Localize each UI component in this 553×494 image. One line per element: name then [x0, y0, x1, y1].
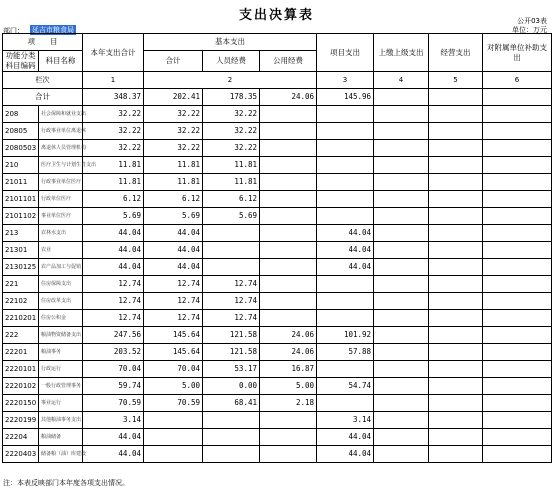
amount-public	[260, 191, 317, 208]
table-row	[3, 225, 552, 242]
header-basic-sum: 合计	[144, 51, 203, 72]
amount-subsidy	[483, 446, 552, 463]
table-row	[3, 174, 552, 191]
subject-code: 2210201	[3, 310, 39, 327]
header-project-expense: 项目支出	[317, 34, 374, 72]
header-project: 项 目	[3, 34, 83, 51]
amount-basic-sum	[144, 429, 203, 446]
col-number-4: 4	[374, 72, 429, 89]
amount-upper	[374, 361, 429, 378]
subject-code: 22201	[3, 344, 39, 361]
table-row	[3, 310, 552, 327]
table-row	[3, 344, 552, 361]
amount-total: 44.04	[83, 259, 144, 276]
subject-code: 222	[3, 327, 39, 344]
amount-public	[260, 157, 317, 174]
amount-upper	[374, 276, 429, 293]
amount-public: 2.18	[260, 395, 317, 412]
amount-total: 11.81	[83, 174, 144, 191]
amount-subsidy	[483, 378, 552, 395]
amount-total: 6.12	[83, 191, 144, 208]
amount-upper	[374, 446, 429, 463]
table-row	[3, 123, 552, 140]
subject-code: 2220403	[3, 446, 39, 463]
subject-name: 农业	[39, 242, 83, 259]
subject-name: 粮油物资储备支出	[39, 327, 83, 344]
amount-subsidy	[483, 174, 552, 191]
amount-business	[429, 395, 483, 412]
amount-upper	[374, 395, 429, 412]
total-personnel: 178.35	[203, 89, 260, 106]
subject-name: 粮油事务	[39, 344, 83, 361]
amount-subsidy	[483, 327, 552, 344]
amount-personnel: 53.17	[203, 361, 260, 378]
amount-business	[429, 140, 483, 157]
amount-project-expense	[317, 157, 374, 174]
amount-business	[429, 378, 483, 395]
amount-business	[429, 412, 483, 429]
table-row	[3, 361, 552, 378]
amount-basic-sum: 145.64	[144, 344, 203, 361]
amount-project-expense: 44.04	[317, 225, 374, 242]
subject-code: 2101101	[3, 191, 39, 208]
table-row	[3, 106, 552, 123]
col-number-5: 5	[429, 72, 483, 89]
department-name[interactable]: 延吉市粮食局	[32, 26, 74, 34]
subject-code: 22204	[3, 429, 39, 446]
subject-code: 22102	[3, 293, 39, 310]
subject-code: 21011	[3, 174, 39, 191]
subject-name: 农林水支出	[39, 225, 83, 242]
amount-total: 12.74	[83, 310, 144, 327]
amount-business	[429, 225, 483, 242]
amount-upper	[374, 225, 429, 242]
amount-basic-sum: 12.74	[144, 293, 203, 310]
amount-basic-sum: 32.22	[144, 140, 203, 157]
subject-code: 21301	[3, 242, 39, 259]
subject-code: 213	[3, 225, 39, 242]
amount-project-expense	[317, 123, 374, 140]
amount-business	[429, 310, 483, 327]
col-number-3: 3	[317, 72, 374, 89]
amount-project-expense	[317, 191, 374, 208]
amount-total: 32.22	[83, 123, 144, 140]
amount-basic-sum: 145.64	[144, 327, 203, 344]
amount-business	[429, 157, 483, 174]
subject-name: 医疗卫生与计划生育支出	[39, 157, 83, 174]
amount-public: 24.06	[260, 344, 317, 361]
amount-basic-sum: 70.59	[144, 395, 203, 412]
amount-upper	[374, 293, 429, 310]
subject-code: 2220150	[3, 395, 39, 412]
amount-public	[260, 429, 317, 446]
amount-basic-sum: 44.04	[144, 259, 203, 276]
table-row	[3, 327, 552, 344]
amount-total: 32.22	[83, 106, 144, 123]
amount-subsidy	[483, 208, 552, 225]
amount-project-expense: 44.04	[317, 446, 374, 463]
amount-subsidy	[483, 157, 552, 174]
amount-upper	[374, 429, 429, 446]
amount-project-expense: 3.14	[317, 412, 374, 429]
amount-basic-sum	[144, 446, 203, 463]
amount-basic-sum: 32.22	[144, 106, 203, 123]
amount-basic-sum: 70.04	[144, 361, 203, 378]
amount-personnel: 32.22	[203, 123, 260, 140]
table-row	[3, 293, 552, 310]
amount-business	[429, 242, 483, 259]
amount-project-expense: 54.74	[317, 378, 374, 395]
subject-code: 210	[3, 157, 39, 174]
table-row	[3, 259, 552, 276]
subject-name: 行政单位医疗	[39, 191, 83, 208]
subject-name: 行政事业单位离退休	[39, 123, 83, 140]
total-amount: 348.37	[83, 89, 144, 106]
amount-business	[429, 293, 483, 310]
amount-project-expense	[317, 310, 374, 327]
table-row	[3, 140, 552, 157]
subject-name: 事业单位医疗	[39, 208, 83, 225]
table-row	[3, 191, 552, 208]
amount-project-expense	[317, 395, 374, 412]
amount-public: 24.06	[260, 327, 317, 344]
amount-basic-sum: 5.00	[144, 378, 203, 395]
amount-basic-sum: 12.74	[144, 276, 203, 293]
table-row	[3, 157, 552, 174]
amount-project-expense: 44.04	[317, 259, 374, 276]
subject-name: 住房改革支出	[39, 293, 83, 310]
amount-total: 247.56	[83, 327, 144, 344]
table-row	[3, 378, 552, 395]
amount-upper	[374, 259, 429, 276]
amount-personnel: 121.58	[203, 327, 260, 344]
col-number-2: 2	[144, 72, 317, 89]
amount-public	[260, 293, 317, 310]
table-row	[3, 276, 552, 293]
total-subsidy	[483, 89, 552, 106]
table-row	[3, 395, 552, 412]
amount-project-expense	[317, 140, 374, 157]
col-number-6: 6	[483, 72, 552, 89]
unit-label: 单位：万元	[512, 26, 547, 34]
total-business	[429, 89, 483, 106]
amount-upper	[374, 378, 429, 395]
table-row	[3, 412, 552, 429]
table-title: 支出决算表	[238, 8, 314, 23]
amount-total: 5.69	[83, 208, 144, 225]
subject-name: 农产品加工与促销	[39, 259, 83, 276]
header-business: 经营支出	[429, 34, 483, 72]
amount-upper	[374, 191, 429, 208]
table-row	[3, 208, 552, 225]
header-subject-name: 科目名称	[39, 51, 83, 72]
amount-project-expense	[317, 174, 374, 191]
amount-total: 59.74	[83, 378, 144, 395]
amount-public	[260, 140, 317, 157]
subject-code: 2101102	[3, 208, 39, 225]
amount-project-expense: 101.92	[317, 327, 374, 344]
header-func-code: 功能分类科目编码	[3, 51, 39, 72]
amount-personnel: 11.81	[203, 157, 260, 174]
amount-personnel: 32.22	[203, 106, 260, 123]
amount-personnel: 6.12	[203, 191, 260, 208]
amount-business	[429, 429, 483, 446]
amount-personnel: 11.81	[203, 174, 260, 191]
amount-total: 12.74	[83, 276, 144, 293]
amount-upper	[374, 157, 429, 174]
amount-public	[260, 174, 317, 191]
amount-total: 70.04	[83, 361, 144, 378]
amount-upper	[374, 327, 429, 344]
amount-public	[260, 259, 317, 276]
amount-subsidy	[483, 429, 552, 446]
amount-project-expense: 57.88	[317, 344, 374, 361]
amount-personnel	[203, 259, 260, 276]
subject-name: 住房保障支出	[39, 276, 83, 293]
amount-business	[429, 191, 483, 208]
subject-name: 住房公积金	[39, 310, 83, 327]
amount-upper	[374, 174, 429, 191]
amount-subsidy	[483, 106, 552, 123]
amount-project-expense: 44.04	[317, 429, 374, 446]
amount-subsidy	[483, 225, 552, 242]
amount-total: 44.04	[83, 446, 144, 463]
amount-business	[429, 276, 483, 293]
amount-project-expense	[317, 276, 374, 293]
subject-code: 2080503	[3, 140, 39, 157]
amount-basic-sum: 6.12	[144, 191, 203, 208]
amount-subsidy	[483, 259, 552, 276]
subject-code: 2220199	[3, 412, 39, 429]
amount-total: 44.04	[83, 225, 144, 242]
amount-subsidy	[483, 293, 552, 310]
amount-personnel: 12.74	[203, 293, 260, 310]
row-number-label: 栏次	[3, 72, 83, 89]
amount-business	[429, 208, 483, 225]
amount-public	[260, 225, 317, 242]
amount-total: 44.04	[83, 242, 144, 259]
amount-subsidy	[483, 310, 552, 327]
amount-business	[429, 174, 483, 191]
total-basic-sum: 202.41	[144, 89, 203, 106]
amount-total: 3.14	[83, 412, 144, 429]
amount-business	[429, 361, 483, 378]
amount-subsidy	[483, 395, 552, 412]
amount-business	[429, 123, 483, 140]
total-public: 24.06	[260, 89, 317, 106]
amount-upper	[374, 242, 429, 259]
expenditure-table	[2, 33, 552, 463]
amount-personnel: 0.00	[203, 378, 260, 395]
amount-personnel: 68.41	[203, 395, 260, 412]
amount-subsidy	[483, 123, 552, 140]
amount-project-expense	[317, 106, 374, 123]
amount-subsidy	[483, 361, 552, 378]
amount-public	[260, 106, 317, 123]
amount-project-expense	[317, 293, 374, 310]
amount-upper	[374, 123, 429, 140]
amount-subsidy	[483, 412, 552, 429]
subject-name: 事业运行	[39, 395, 83, 412]
amount-total: 12.74	[83, 293, 144, 310]
subject-name: 储备粮（油）库建设	[39, 446, 83, 463]
total-project-expense: 145.96	[317, 89, 374, 106]
subject-name: 一般行政管理事务	[39, 378, 83, 395]
amount-total: 203.52	[83, 344, 144, 361]
amount-personnel: 12.74	[203, 310, 260, 327]
amount-total: 70.59	[83, 395, 144, 412]
amount-subsidy	[483, 191, 552, 208]
subject-name: 行政运行	[39, 361, 83, 378]
amount-personnel: 5.69	[203, 208, 260, 225]
amount-public	[260, 123, 317, 140]
amount-subsidy	[483, 276, 552, 293]
subject-code: 20805	[3, 123, 39, 140]
subject-name: 行政事业单位医疗	[39, 174, 83, 191]
amount-upper	[374, 208, 429, 225]
header-basic: 基本支出	[144, 34, 317, 51]
col-number-1: 1	[83, 72, 144, 89]
amount-personnel	[203, 429, 260, 446]
subject-name: 其他粮油事务支出	[39, 412, 83, 429]
amount-basic-sum: 44.04	[144, 242, 203, 259]
amount-personnel	[203, 412, 260, 429]
footnote: 注：本表反映部门本年度各项支出情况。	[3, 479, 129, 487]
subject-code: 221	[3, 276, 39, 293]
amount-basic-sum	[144, 412, 203, 429]
amount-public	[260, 242, 317, 259]
amount-personnel: 12.74	[203, 276, 260, 293]
subject-name: 粮油储备	[39, 429, 83, 446]
amount-basic-sum: 11.81	[144, 174, 203, 191]
amount-personnel: 121.58	[203, 344, 260, 361]
amount-subsidy	[483, 344, 552, 361]
amount-project-expense: 44.04	[317, 242, 374, 259]
amount-upper	[374, 344, 429, 361]
amount-project-expense	[317, 361, 374, 378]
amount-total: 32.22	[83, 140, 144, 157]
amount-upper	[374, 310, 429, 327]
total-label: 合计	[3, 89, 83, 106]
amount-public: 16.87	[260, 361, 317, 378]
amount-business	[429, 259, 483, 276]
amount-personnel	[203, 446, 260, 463]
amount-public	[260, 412, 317, 429]
amount-public: 5.00	[260, 378, 317, 395]
amount-basic-sum: 11.81	[144, 157, 203, 174]
table-row	[3, 446, 552, 463]
header-personnel: 人员经费	[203, 51, 260, 72]
amount-total: 11.81	[83, 157, 144, 174]
subject-name: 离退休人员管理机构	[39, 140, 83, 157]
total-upper	[374, 89, 429, 106]
header-subsidy: 对附属单位补助支出	[483, 34, 552, 72]
amount-public	[260, 446, 317, 463]
amount-subsidy	[483, 242, 552, 259]
amount-public	[260, 208, 317, 225]
subject-code: 208	[3, 106, 39, 123]
amount-upper	[374, 412, 429, 429]
amount-total: 44.04	[83, 429, 144, 446]
subject-name: 社会保障和就业支出	[39, 106, 83, 123]
amount-business	[429, 327, 483, 344]
amount-subsidy	[483, 140, 552, 157]
header-upper: 上缴上级支出	[374, 34, 429, 72]
amount-business	[429, 446, 483, 463]
amount-project-expense	[317, 208, 374, 225]
amount-personnel	[203, 225, 260, 242]
amount-public	[260, 276, 317, 293]
amount-public	[260, 310, 317, 327]
subject-code: 2130125	[3, 259, 39, 276]
amount-business	[429, 344, 483, 361]
amount-basic-sum: 32.22	[144, 123, 203, 140]
table-row	[3, 429, 552, 446]
header-public: 公用经费	[260, 51, 317, 72]
amount-basic-sum: 5.69	[144, 208, 203, 225]
subject-code: 2220101	[3, 361, 39, 378]
amount-basic-sum: 44.04	[144, 225, 203, 242]
amount-personnel	[203, 242, 260, 259]
amount-upper	[374, 106, 429, 123]
department-label: 部门：	[3, 27, 24, 35]
header-total: 本年支出合计	[83, 34, 144, 72]
amount-upper	[374, 140, 429, 157]
form-code: 公开03表	[517, 17, 547, 25]
subject-code: 2220102	[3, 378, 39, 395]
amount-business	[429, 106, 483, 123]
table-row	[3, 242, 552, 259]
amount-personnel: 32.22	[203, 140, 260, 157]
amount-basic-sum: 12.74	[144, 310, 203, 327]
